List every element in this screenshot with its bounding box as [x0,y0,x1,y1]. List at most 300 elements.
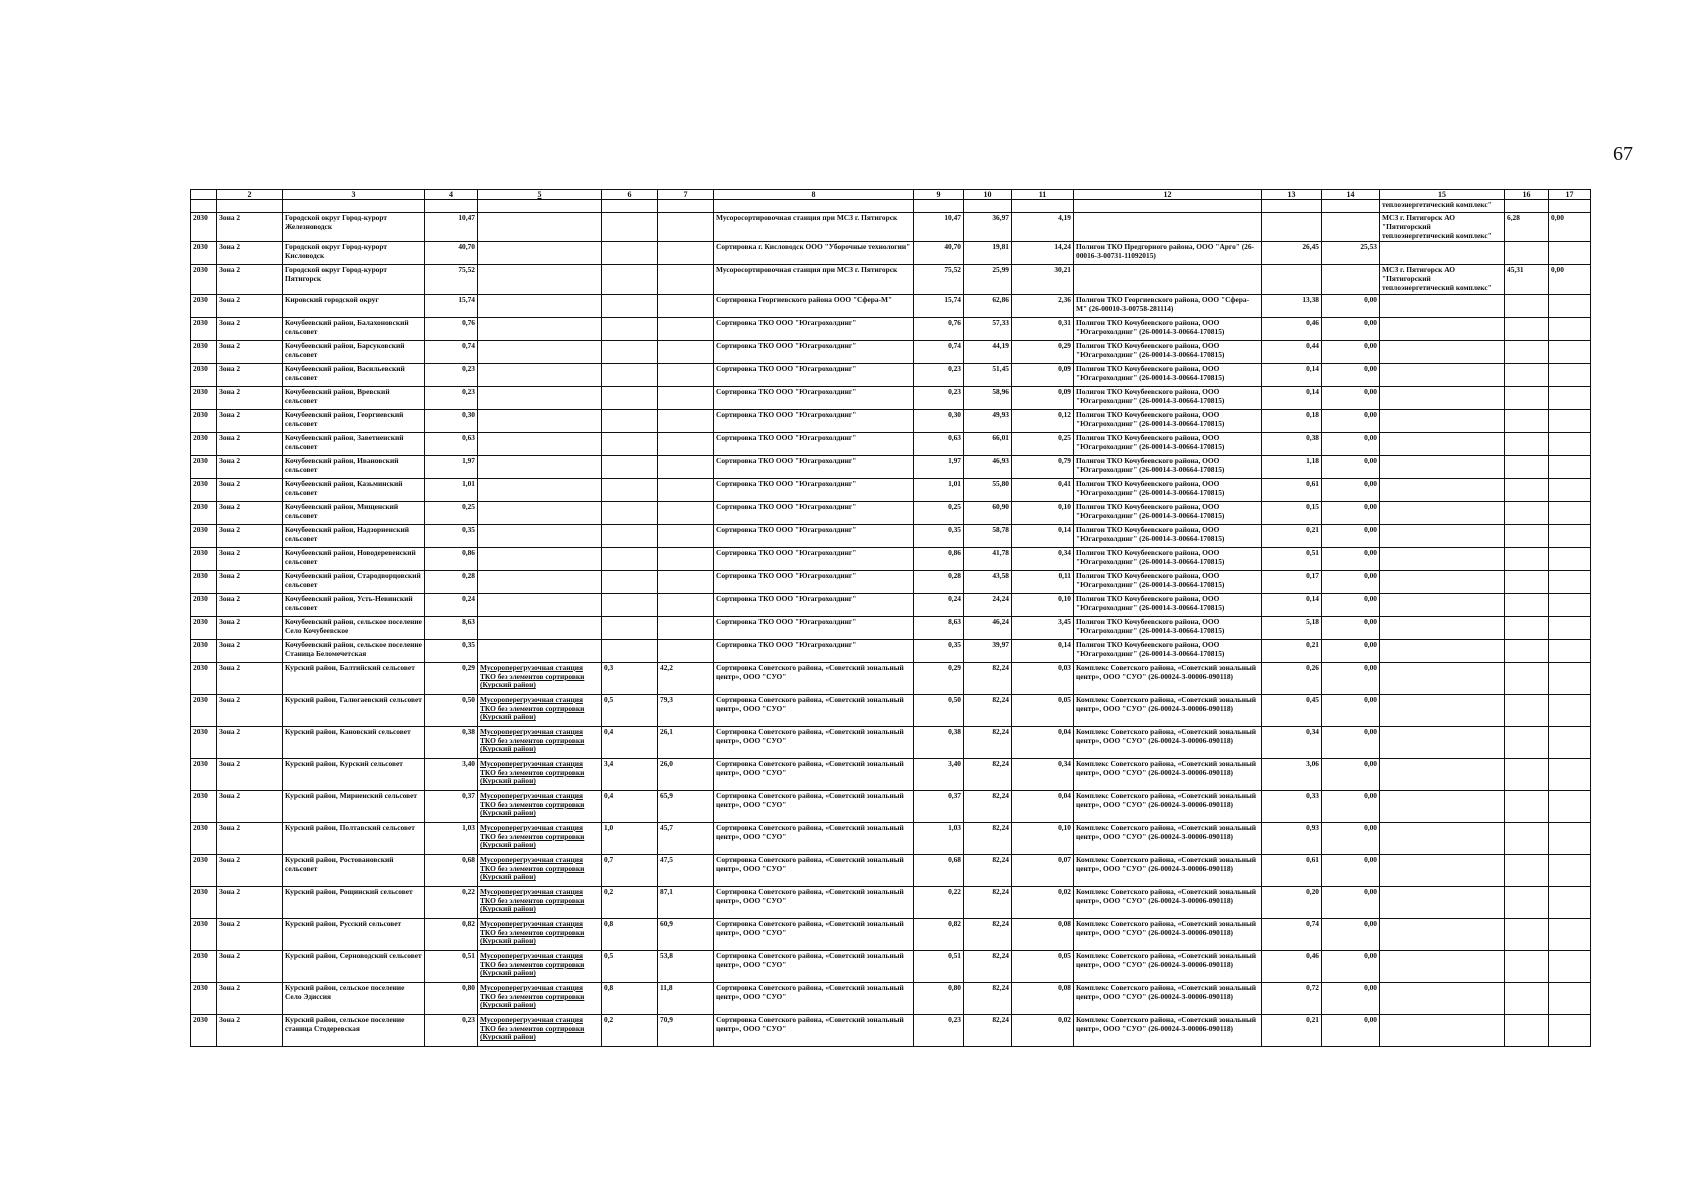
table-cell-col-17 [1549,982,1591,1014]
table-cell-col-4: 0,24 [425,593,478,616]
table-cell-col-13: 0,34 [1262,726,1322,758]
table-cell-col-5: Мусороперегрузочная станция ТКО без элементов сортировки (Курский район) [478,950,602,982]
table-cell-col-5 [478,386,602,409]
table-cell-col-17 [1549,501,1591,524]
table-cell-col-5 [478,242,602,265]
table-cell-col-12: Комплекс Советского района, «Советский зональный центр», ООО "СУО" (26-00024-З-00006-090118) [1074,854,1262,886]
table-cell-col-14: 0,00 [1322,790,1380,822]
table-cell-col-11: 14,24 [1012,242,1074,265]
table-cell-col-15 [1380,242,1505,265]
table-cell-col-3: Кочубеевский район, Надзорненский сельсовет [283,524,425,547]
table-cell-col-5 [478,340,602,363]
table-cell-col-1: 2030 [191,524,217,547]
table-cell-col-3: Курский район, Ростовановский сельсовет [283,854,425,886]
table-row [191,213,1591,242]
table-cell-col-5 [478,409,602,432]
table-cell-col-11: 0,14 [1012,639,1074,662]
table-cell-col-2: Зона 2 [217,790,283,822]
table-cell-col-16 [1505,726,1549,758]
table-cell-col-12: Комплекс Советского района, «Советский зональный центр», ООО "СУО" (26-00024-З-00006-090118) [1074,662,1262,694]
table-cell-col-6: 0,8 [602,982,658,1014]
table-cell-col-2: Зона 2 [217,570,283,593]
table-cell-col-9: 0,35 [914,524,964,547]
table-cell-col-5 [478,317,602,340]
table-cell-col-5: Мусороперегрузочная станция ТКО без элементов сортировки (Курский район) [478,758,602,790]
table-cell-col-8: Сортировка ТКО ООО "Югагрохолдинг" [714,455,914,478]
header-cell-col-8: 8 [714,190,914,200]
table-cell-col-12: Комплекс Советского района, «Советский зональный центр», ООО "СУО" (26-00024-З-00006-090118) [1074,886,1262,918]
carry-cell-col-7 [658,200,714,213]
table-cell-col-7 [658,570,714,593]
table-cell-col-1: 2030 [191,547,217,570]
table-cell-col-5: Мусороперегрузочная станция ТКО без элементов сортировки (Курский район) [478,662,602,694]
table-cell-col-11: 0,05 [1012,694,1074,726]
table-row [191,242,1591,265]
table-cell-col-4: 0,63 [425,432,478,455]
table-cell-col-17 [1549,950,1591,982]
table-cell-col-12: Полигон ТКО Кочубеевского района, ООО "Югагрохолдинг" (26-00014-З-00664-170815) [1074,455,1262,478]
table-cell-col-5 [478,213,602,242]
table-cell-col-3: Городской округ Город-курорт Пятигорск [283,265,425,294]
table-cell-col-10: 62,86 [964,294,1012,317]
table-cell-col-14 [1322,213,1380,242]
table-cell-col-7 [658,242,714,265]
table-cell-col-14: 0,00 [1322,478,1380,501]
table-cell-col-10: 36,97 [964,213,1012,242]
table-cell-col-12: Полигон ТКО Кочубеевского района, ООО "Югагрохолдинг" (26-00014-З-00664-170815) [1074,340,1262,363]
table-row [191,639,1591,662]
table-cell-col-11: 0,12 [1012,409,1074,432]
table-row [191,409,1591,432]
table-cell-col-1: 2030 [191,265,217,294]
table-cell-col-9: 3,40 [914,758,964,790]
table-cell-col-8: Сортировка ТКО ООО "Югагрохолдинг" [714,363,914,386]
table-cell-col-8: Сортировка ТКО ООО "Югагрохолдинг" [714,432,914,455]
table-cell-col-7: 45,7 [658,822,714,854]
table-cell-col-16 [1505,409,1549,432]
table-cell-col-17 [1549,524,1591,547]
table-cell-col-11: 0,29 [1012,340,1074,363]
table-cell-col-13: 0,26 [1262,662,1322,694]
table-cell-col-13: 0,17 [1262,570,1322,593]
table-cell-col-10: 66,01 [964,432,1012,455]
table-cell-col-10: 55,80 [964,478,1012,501]
table-cell-col-12: Полигон ТКО Кочубеевского района, ООО "Югагрохолдинг" (26-00014-З-00664-170815) [1074,616,1262,639]
header-cell-col-6: 6 [602,190,658,200]
table-cell-col-2: Зона 2 [217,547,283,570]
table-cell-col-6 [602,547,658,570]
table-cell-col-16 [1505,547,1549,570]
table-cell-col-2: Зона 2 [217,340,283,363]
header-cell-col-9: 9 [914,190,964,200]
table-cell-col-8: Сортировка Советского района, «Советский зональный центр», ООО "СУО" [714,694,914,726]
table-cell-col-2: Зона 2 [217,616,283,639]
table-cell-col-11: 0,05 [1012,950,1074,982]
table-cell-col-15 [1380,726,1505,758]
table-cell-col-16 [1505,242,1549,265]
table-cell-col-6: 0,4 [602,726,658,758]
table-cell-col-17 [1549,758,1591,790]
table-cell-col-10: 82,24 [964,854,1012,886]
table-cell-col-11: 30,21 [1012,265,1074,294]
table-cell-col-6 [602,242,658,265]
table-cell-col-17 [1549,662,1591,694]
table-cell-col-9: 75,52 [914,265,964,294]
table-cell-col-8: Мусоросортировочная станция при МСЗ г. Пятигорск [714,213,914,242]
table-cell-col-10: 44,19 [964,340,1012,363]
table-cell-col-6 [602,409,658,432]
table-row [191,822,1591,854]
table-cell-col-15 [1380,639,1505,662]
table-cell-col-7: 26,0 [658,758,714,790]
table-cell-col-1: 2030 [191,317,217,340]
table-cell-col-4: 0,82 [425,918,478,950]
table-cell-col-15 [1380,616,1505,639]
table-cell-col-4: 0,74 [425,340,478,363]
table-cell-col-3: Курский район, Балтийский сельсовет [283,662,425,694]
table-cell-col-11: 0,08 [1012,918,1074,950]
table-cell-col-15 [1380,1014,1505,1046]
table-cell-col-2: Зона 2 [217,317,283,340]
table-cell-col-3: Кочубеевский район, Георгиевский сельсовет [283,409,425,432]
table-cell-col-17 [1549,432,1591,455]
table-cell-col-17 [1549,294,1591,317]
carry-cell-col-15: теплоэнергетический комплекс" [1380,200,1505,213]
table-cell-col-11: 0,02 [1012,886,1074,918]
header-cell-col-1 [191,190,217,200]
table-cell-col-4: 0,80 [425,982,478,1014]
table-cell-col-17 [1549,694,1591,726]
table-cell-col-14: 0,00 [1322,570,1380,593]
table-cell-col-17 [1549,478,1591,501]
table-row [191,570,1591,593]
table-cell-col-10: 19,81 [964,242,1012,265]
table-cell-col-3: Курский район, Серноводский сельсовет [283,950,425,982]
table-cell-col-13: 0,33 [1262,790,1322,822]
table-row [191,790,1591,822]
table-cell-col-6: 0,7 [602,854,658,886]
table-cell-col-14: 0,00 [1322,854,1380,886]
table-cell-col-4: 0,25 [425,501,478,524]
table-cell-col-1: 2030 [191,455,217,478]
table-cell-col-12: Полигон ТКО Кочубеевского района, ООО "Югагрохолдинг" (26-00014-З-00664-170815) [1074,547,1262,570]
header-cell-col-3: 3 [283,190,425,200]
header-cell-col-14: 14 [1322,190,1380,200]
table-cell-col-12: Комплекс Советского района, «Советский зональный центр», ООО "СУО" (26-00024-З-00006-090118) [1074,790,1262,822]
table-cell-col-7: 60,9 [658,918,714,950]
table-cell-col-9: 10,47 [914,213,964,242]
table-cell-col-14: 0,00 [1322,363,1380,386]
table-cell-col-1: 2030 [191,950,217,982]
table-cell-col-7 [658,455,714,478]
table-cell-col-13: 0,14 [1262,386,1322,409]
table-cell-col-3: Кочубеевский район, Барсуковский сельсовет [283,340,425,363]
table-cell-col-17 [1549,822,1591,854]
table-cell-col-8: Сортировка Советского района, «Советский зональный центр», ООО "СУО" [714,1014,914,1046]
table-cell-col-8: Сортировка ТКО ООО "Югагрохолдинг" [714,317,914,340]
table-cell-col-10: 58,96 [964,386,1012,409]
table-cell-col-16 [1505,524,1549,547]
table-cell-col-16 [1505,790,1549,822]
table-cell-col-7 [658,265,714,294]
carry-cell-col-13 [1262,200,1322,213]
table-cell-col-10: 60,90 [964,501,1012,524]
table-cell-col-12: Полигон ТКО Кочубеевского района, ООО "Югагрохолдинг" (26-00014-З-00664-170815) [1074,363,1262,386]
table-cell-col-10: 39,97 [964,639,1012,662]
table-cell-col-7 [658,340,714,363]
table-cell-col-13: 1,18 [1262,455,1322,478]
table-cell-col-14: 0,00 [1322,547,1380,570]
table-cell-col-1: 2030 [191,294,217,317]
table-cell-col-11: 0,34 [1012,547,1074,570]
table-cell-col-16: 6,28 [1505,213,1549,242]
table-row [191,886,1591,918]
table-row [191,432,1591,455]
table-cell-col-4: 1,03 [425,822,478,854]
table-cell-col-8: Сортировка г. Кисловодск ООО "Уборочные технологии" [714,242,914,265]
table-cell-col-12: Комплекс Советского района, «Советский зональный центр», ООО "СУО" (26-00024-З-00006-090118) [1074,694,1262,726]
table-cell-col-16 [1505,317,1549,340]
table-cell-col-10: 82,24 [964,982,1012,1014]
table-cell-col-15 [1380,662,1505,694]
table-cell-col-1: 2030 [191,639,217,662]
table-cell-col-15 [1380,982,1505,1014]
table-row [191,363,1591,386]
table-cell-col-4: 0,86 [425,547,478,570]
table-cell-col-15 [1380,409,1505,432]
header-cell-col-5: 5 [478,190,602,200]
table-cell-col-16 [1505,758,1549,790]
table-cell-col-5 [478,363,602,386]
table-cell-col-3: Курский район, Галюгаевский сельсовет [283,694,425,726]
table-cell-col-7 [658,213,714,242]
table-cell-col-15: МСЗ г. Пятигорск АО "Пятигорский теплоэнергетический комплекс" [1380,265,1505,294]
table-cell-col-4: 0,50 [425,694,478,726]
table-cell-col-16 [1505,918,1549,950]
column-number-row [191,190,1591,200]
table-cell-col-11: 0,09 [1012,363,1074,386]
table-cell-col-6: 1,0 [602,822,658,854]
table-cell-col-9: 0,29 [914,662,964,694]
table-row [191,854,1591,886]
table-cell-col-14: 0,00 [1322,501,1380,524]
table-cell-col-3: Кочубеевский район, Васильевский сельсовет [283,363,425,386]
table-cell-col-7: 11,8 [658,982,714,1014]
table-cell-col-17 [1549,918,1591,950]
header-cell-col-17: 17 [1549,190,1591,200]
table-cell-col-13: 0,21 [1262,524,1322,547]
table-cell-col-10: 82,24 [964,886,1012,918]
table-row [191,478,1591,501]
table-row [191,950,1591,982]
table-cell-col-8: Сортировка Советского района, «Советский зональный центр», ООО "СУО" [714,854,914,886]
table-cell-col-7 [658,432,714,455]
carry-cell-col-5 [478,200,602,213]
table-cell-col-16: 45,31 [1505,265,1549,294]
table-cell-col-8: Сортировка Советского района, «Советский зональный центр», ООО "СУО" [714,950,914,982]
table-cell-col-3: Курский район, сельское поселение Село Эдиссия [283,982,425,1014]
table-cell-col-16 [1505,886,1549,918]
table-cell-col-9: 40,70 [914,242,964,265]
table-cell-col-10: 46,24 [964,616,1012,639]
table-cell-col-8: Сортировка ТКО ООО "Югагрохолдинг" [714,478,914,501]
table-cell-col-2: Зона 2 [217,455,283,478]
table-cell-col-6 [602,265,658,294]
table-cell-col-4: 0,76 [425,317,478,340]
table-row [191,340,1591,363]
table-cell-col-8: Сортировка Советского района, «Советский зональный центр», ООО "СУО" [714,726,914,758]
table-cell-col-6 [602,501,658,524]
table-cell-col-11: 0,07 [1012,854,1074,886]
table-cell-col-17 [1549,340,1591,363]
table-cell-col-3: Курский район, Кановский сельсовет [283,726,425,758]
table-cell-col-13: 0,18 [1262,409,1322,432]
header-cell-col-4: 4 [425,190,478,200]
table-cell-col-10: 82,24 [964,694,1012,726]
table-cell-col-3: Кировский городской округ [283,294,425,317]
table-cell-col-15 [1380,758,1505,790]
table-cell-col-12: Комплекс Советского района, «Советский зональный центр», ООО "СУО" (26-00024-З-00006-090118) [1074,982,1262,1014]
table-cell-col-2: Зона 2 [217,886,283,918]
table-cell-col-17 [1549,886,1591,918]
carry-cell-col-10 [964,200,1012,213]
table-cell-col-9: 0,80 [914,982,964,1014]
table-cell-col-9: 0,82 [914,918,964,950]
table-cell-col-14: 0,00 [1322,982,1380,1014]
table-cell-col-4: 0,23 [425,386,478,409]
table-cell-col-5: Мусороперегрузочная станция ТКО без элементов сортировки (Курский район) [478,822,602,854]
table-cell-col-14: 25,53 [1322,242,1380,265]
table-cell-col-15 [1380,790,1505,822]
table-cell-col-4: 0,51 [425,950,478,982]
table-cell-col-4: 0,35 [425,639,478,662]
table-cell-col-13: 0,21 [1262,1014,1322,1046]
table-cell-col-16 [1505,982,1549,1014]
table-cell-col-12 [1074,265,1262,294]
header-cell-col-11: 11 [1012,190,1074,200]
table-cell-col-8: Сортировка Георгиевского района ООО "Сфера-М" [714,294,914,317]
table-row [191,317,1591,340]
table-cell-col-16 [1505,639,1549,662]
table-cell-col-10: 82,24 [964,790,1012,822]
table-cell-col-9: 1,01 [914,478,964,501]
header-cell-col-13: 13 [1262,190,1322,200]
table-cell-col-6 [602,386,658,409]
table-cell-col-17: 0,00 [1549,265,1591,294]
table-cell-col-1: 2030 [191,363,217,386]
header-cell-col-7: 7 [658,190,714,200]
table-cell-col-3: Городской округ Город-курорт Кисловодск [283,242,425,265]
table-cell-col-1: 2030 [191,501,217,524]
table-cell-col-8: Сортировка ТКО ООО "Югагрохолдинг" [714,524,914,547]
table-row [191,501,1591,524]
table-cell-col-14: 0,00 [1322,455,1380,478]
table-cell-col-3: Кочубеевский район, Казьминский сельсовет [283,478,425,501]
table-cell-col-7: 53,8 [658,950,714,982]
table-cell-col-16 [1505,340,1549,363]
table-cell-col-14: 0,00 [1322,593,1380,616]
table-cell-col-1: 2030 [191,694,217,726]
table-cell-col-15 [1380,501,1505,524]
table-cell-col-4: 0,22 [425,886,478,918]
table-cell-col-17 [1549,854,1591,886]
table-cell-col-2: Зона 2 [217,242,283,265]
table-cell-col-8: Сортировка ТКО ООО "Югагрохолдинг" [714,593,914,616]
table-cell-col-6 [602,639,658,662]
table-cell-col-4: 1,01 [425,478,478,501]
carry-cell-col-12 [1074,200,1262,213]
table-cell-col-16 [1505,950,1549,982]
table-cell-col-5: Мусороперегрузочная станция ТКО без элементов сортировки (Курский район) [478,854,602,886]
table-cell-col-13: 0,44 [1262,340,1322,363]
table-cell-col-10: 58,78 [964,524,1012,547]
table-cell-col-8: Сортировка Советского района, «Советский зональный центр», ООО "СУО" [714,822,914,854]
table-cell-col-11: 0,31 [1012,317,1074,340]
table-cell-col-5: Мусороперегрузочная станция ТКО без элементов сортировки (Курский район) [478,726,602,758]
table-cell-col-16 [1505,432,1549,455]
table-cell-col-2: Зона 2 [217,294,283,317]
table-cell-col-12: Полигон ТКО Кочубеевского района, ООО "Югагрохолдинг" (26-00014-З-00664-170815) [1074,317,1262,340]
table-cell-col-15 [1380,547,1505,570]
table-cell-col-12: Комплекс Советского района, «Советский зональный центр», ООО "СУО" (26-00024-З-00006-090118) [1074,950,1262,982]
table-cell-col-7: 65,9 [658,790,714,822]
table-cell-col-17 [1549,616,1591,639]
table-cell-col-17 [1549,593,1591,616]
table-cell-col-16 [1505,822,1549,854]
table-cell-col-2: Зона 2 [217,1014,283,1046]
table-cell-col-3: Городской округ Город-курорт Железноводск [283,213,425,242]
table-cell-col-5: Мусороперегрузочная станция ТКО без элементов сортировки (Курский район) [478,694,602,726]
table-cell-col-5: Мусороперегрузочная станция ТКО без элементов сортировки (Курский район) [478,1014,602,1046]
table-cell-col-1: 2030 [191,213,217,242]
table-cell-col-6: 3,4 [602,758,658,790]
table-cell-col-11: 3,45 [1012,616,1074,639]
table-cell-col-13: 26,45 [1262,242,1322,265]
table-cell-col-5 [478,639,602,662]
table-cell-col-5: Мусороперегрузочная станция ТКО без элементов сортировки (Курский район) [478,790,602,822]
carry-cell-col-9 [914,200,964,213]
table-cell-col-1: 2030 [191,758,217,790]
table-cell-col-12: Комплекс Советского района, «Советский зональный центр», ООО "СУО" (26-00024-З-00006-090118) [1074,726,1262,758]
table-cell-col-13: 0,14 [1262,593,1322,616]
table-cell-col-14: 0,00 [1322,758,1380,790]
table-cell-col-11: 0,11 [1012,570,1074,593]
table-cell-col-9: 0,38 [914,726,964,758]
table-cell-col-17 [1549,790,1591,822]
table-cell-col-17 [1549,547,1591,570]
table-row [191,694,1591,726]
table-cell-col-6: 0,2 [602,886,658,918]
table-cell-col-10: 25,99 [964,265,1012,294]
table-cell-col-16 [1505,363,1549,386]
table-row [191,616,1591,639]
table-cell-col-5: Мусороперегрузочная станция ТКО без элементов сортировки (Курский район) [478,886,602,918]
table-cell-col-2: Зона 2 [217,854,283,886]
table-cell-col-6: 0,8 [602,918,658,950]
table-cell-col-13: 0,46 [1262,317,1322,340]
table-cell-col-9: 0,76 [914,317,964,340]
table-cell-col-9: 0,23 [914,386,964,409]
table-cell-col-4: 0,23 [425,363,478,386]
table-cell-col-9: 0,22 [914,886,964,918]
table-cell-col-3: Курский район, Курский сельсовет [283,758,425,790]
table-cell-col-16 [1505,478,1549,501]
table-cell-col-6: 0,4 [602,790,658,822]
table-cell-col-4: 40,70 [425,242,478,265]
table-cell-col-13: 0,15 [1262,501,1322,524]
table-cell-col-11: 2,36 [1012,294,1074,317]
table-cell-col-5 [478,524,602,547]
